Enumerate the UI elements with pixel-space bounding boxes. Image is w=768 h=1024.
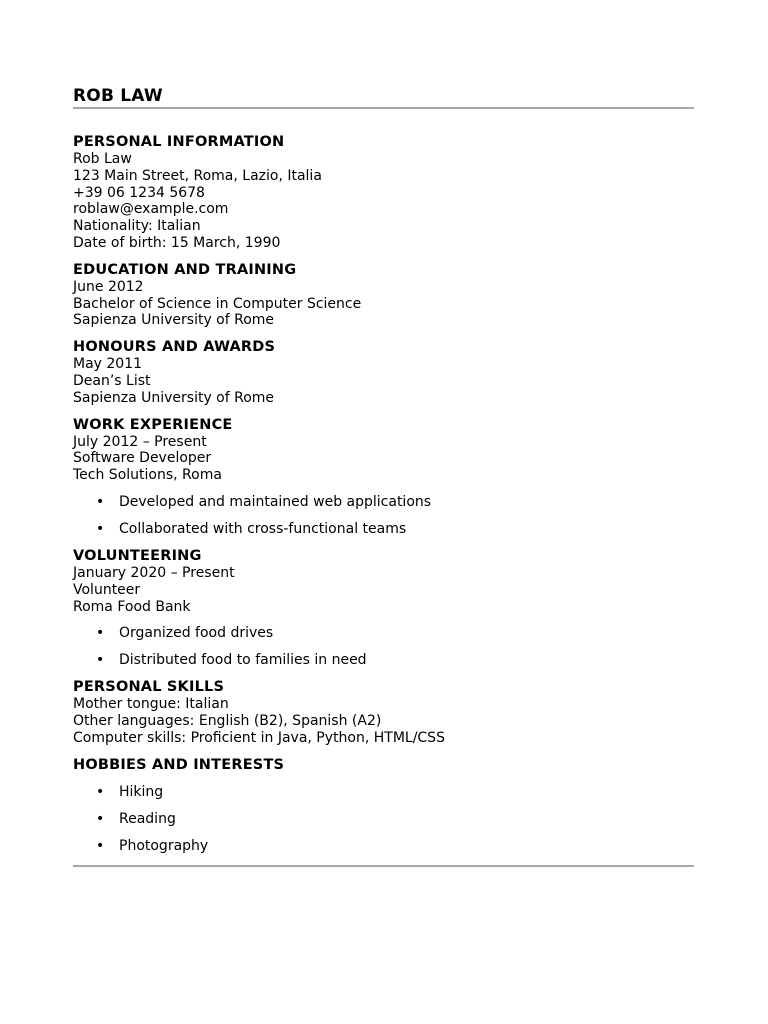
bullet-icon: • bbox=[96, 837, 105, 854]
footer-divider bbox=[73, 865, 694, 867]
section-line: July 2012 – Present bbox=[73, 433, 207, 450]
section-personal-skills bbox=[73, 679, 694, 746]
list-item-text: Photography bbox=[119, 837, 209, 854]
list-item bbox=[73, 494, 694, 511]
footer-divider-wrap bbox=[73, 865, 694, 867]
section-line: Software Developer bbox=[73, 450, 212, 467]
section-personal-information bbox=[73, 134, 694, 252]
section-line: +39 06 1234 5678 bbox=[73, 184, 205, 201]
list-item bbox=[73, 652, 694, 669]
resume-name: ROB LAW bbox=[73, 86, 163, 106]
section-line: June 2012 bbox=[73, 278, 144, 295]
bullet-list bbox=[73, 625, 694, 669]
section-title: PERSONAL SKILLS bbox=[73, 679, 225, 696]
list-item-text: Developed and maintained web applications bbox=[119, 493, 432, 510]
section-line: Nationality: Italian bbox=[73, 218, 201, 235]
section-work-experience bbox=[73, 417, 694, 538]
list-item bbox=[73, 838, 694, 855]
section-title: EDUCATION AND TRAINING bbox=[73, 261, 297, 278]
section-line: Rob Law bbox=[73, 151, 132, 167]
bullet-icon: • bbox=[96, 520, 105, 537]
bullet-icon: • bbox=[96, 783, 105, 800]
section-education-and-training bbox=[73, 262, 694, 329]
section-line: Date of birth: 15 March, 1990 bbox=[73, 234, 281, 251]
section-line: Computer skills: Proficient in Java, Python, HTML/CSS bbox=[73, 729, 445, 746]
section-honours-and-awards bbox=[73, 339, 694, 406]
section-line: January 2020 – Present bbox=[73, 564, 235, 581]
section-hobbies-and-interests bbox=[73, 757, 694, 855]
bullet-icon: • bbox=[96, 625, 105, 642]
section-line: 123 Main Street, Roma, Lazio, Italia bbox=[73, 167, 322, 184]
section-title: PERSONAL INFORMATION bbox=[73, 134, 285, 150]
section-line: roblaw@example.com bbox=[73, 201, 229, 218]
list-item-text: Hiking bbox=[119, 783, 164, 800]
section-line: May 2011 bbox=[73, 356, 143, 373]
resume-page bbox=[73, 86, 694, 867]
list-item-text: Reading bbox=[119, 810, 176, 827]
list-item-text: Organized food drives bbox=[119, 625, 274, 642]
bullet-icon: • bbox=[96, 810, 105, 827]
section-line: Bachelor of Science in Computer Science bbox=[73, 295, 362, 312]
section-line: Roma Food Bank bbox=[73, 598, 191, 615]
bullet-list bbox=[73, 494, 694, 538]
section-line: Other languages: English (B2), Spanish (A2) bbox=[73, 713, 382, 730]
section-line: Sapienza University of Rome bbox=[73, 389, 275, 406]
bullet-icon: • bbox=[96, 493, 105, 510]
list-item bbox=[73, 625, 694, 642]
section-line: Mother tongue: Italian bbox=[73, 696, 229, 713]
section-volunteering bbox=[73, 548, 694, 669]
list-item-text: Collaborated with cross-functional teams bbox=[119, 520, 407, 537]
section-title: HONOURS AND AWARDS bbox=[73, 339, 276, 356]
section-title: VOLUNTEERING bbox=[73, 547, 202, 564]
bullet-icon: • bbox=[96, 652, 105, 669]
section-title: WORK EXPERIENCE bbox=[73, 416, 233, 433]
list-item-text: Distributed food to families in need bbox=[119, 652, 367, 669]
list-item bbox=[73, 521, 694, 538]
section-line: Dean’s List bbox=[73, 372, 151, 389]
section-line: Sapienza University of Rome bbox=[73, 312, 275, 329]
bullet-list bbox=[73, 784, 694, 855]
list-item bbox=[73, 784, 694, 801]
section-title: HOBBIES AND INTERESTS bbox=[73, 756, 285, 773]
section-line: Volunteer bbox=[73, 581, 141, 598]
resume-sections bbox=[73, 109, 694, 855]
list-item bbox=[73, 811, 694, 828]
section-line: Tech Solutions, Roma bbox=[73, 467, 222, 484]
